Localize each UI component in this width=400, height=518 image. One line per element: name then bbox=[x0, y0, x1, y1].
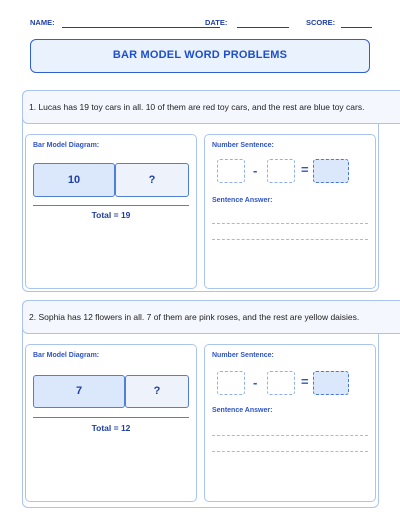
answer-line-1[interactable] bbox=[212, 435, 368, 436]
number-sentence-panel-1 bbox=[204, 134, 376, 289]
problem-question-2: 2. Sophia has 12 flowers in all. 7 of them are pink roses, and the rest are yellow daisies. bbox=[22, 300, 400, 334]
number-sentence-label: Number Sentence: bbox=[212, 352, 274, 359]
number-sentence-panel-2 bbox=[204, 344, 376, 502]
total-bracket-line bbox=[33, 205, 189, 206]
bar-model-label: Bar Model Diagram: bbox=[33, 142, 100, 149]
date-label: DATE: bbox=[205, 18, 228, 27]
answer-line-2[interactable] bbox=[212, 239, 368, 240]
name-label: NAME: bbox=[30, 18, 55, 27]
bar-model-label: Bar Model Diagram: bbox=[33, 352, 100, 359]
bar-model-panel-2 bbox=[25, 344, 197, 502]
number-box-whole[interactable] bbox=[217, 371, 245, 395]
bar-model-panel-1 bbox=[25, 134, 197, 289]
total-label: Total = 12 bbox=[91, 423, 131, 433]
problem-question-1: 1. Lucas has 19 toy cars in all. 10 of them are red toy cars, and the rest are blue toy cars. bbox=[22, 90, 400, 124]
score-label: SCORE: bbox=[306, 18, 336, 27]
sentence-answer-label: Sentence Answer: bbox=[212, 197, 273, 204]
sentence-answer-label: Sentence Answer: bbox=[212, 407, 273, 414]
answer-line-1[interactable] bbox=[212, 223, 368, 224]
score-field[interactable] bbox=[341, 27, 372, 28]
answer-line-2[interactable] bbox=[212, 451, 368, 452]
page-title: BAR MODEL WORD PROBLEMS bbox=[30, 39, 370, 73]
bar-segment-unknown: ? bbox=[115, 163, 189, 197]
date-field[interactable] bbox=[237, 27, 289, 28]
number-box-part[interactable] bbox=[267, 159, 295, 183]
name-field[interactable] bbox=[62, 27, 220, 28]
bar-segment-known: 10 bbox=[33, 163, 115, 197]
answer-box[interactable] bbox=[313, 371, 349, 395]
total-label: Total = 19 bbox=[91, 210, 131, 220]
number-box-part[interactable] bbox=[267, 371, 295, 395]
total-bracket-line bbox=[33, 417, 189, 418]
equals-sign: = bbox=[301, 374, 309, 389]
answer-box[interactable] bbox=[313, 159, 349, 183]
minus-sign: - bbox=[253, 163, 258, 178]
worksheet-header bbox=[30, 18, 372, 32]
equals-sign: = bbox=[301, 162, 309, 177]
number-box-whole[interactable] bbox=[217, 159, 245, 183]
number-sentence-label: Number Sentence: bbox=[212, 142, 274, 149]
minus-sign: - bbox=[253, 375, 258, 390]
bar-segment-known: 7 bbox=[33, 375, 125, 408]
bar-segment-unknown: ? bbox=[125, 375, 189, 408]
